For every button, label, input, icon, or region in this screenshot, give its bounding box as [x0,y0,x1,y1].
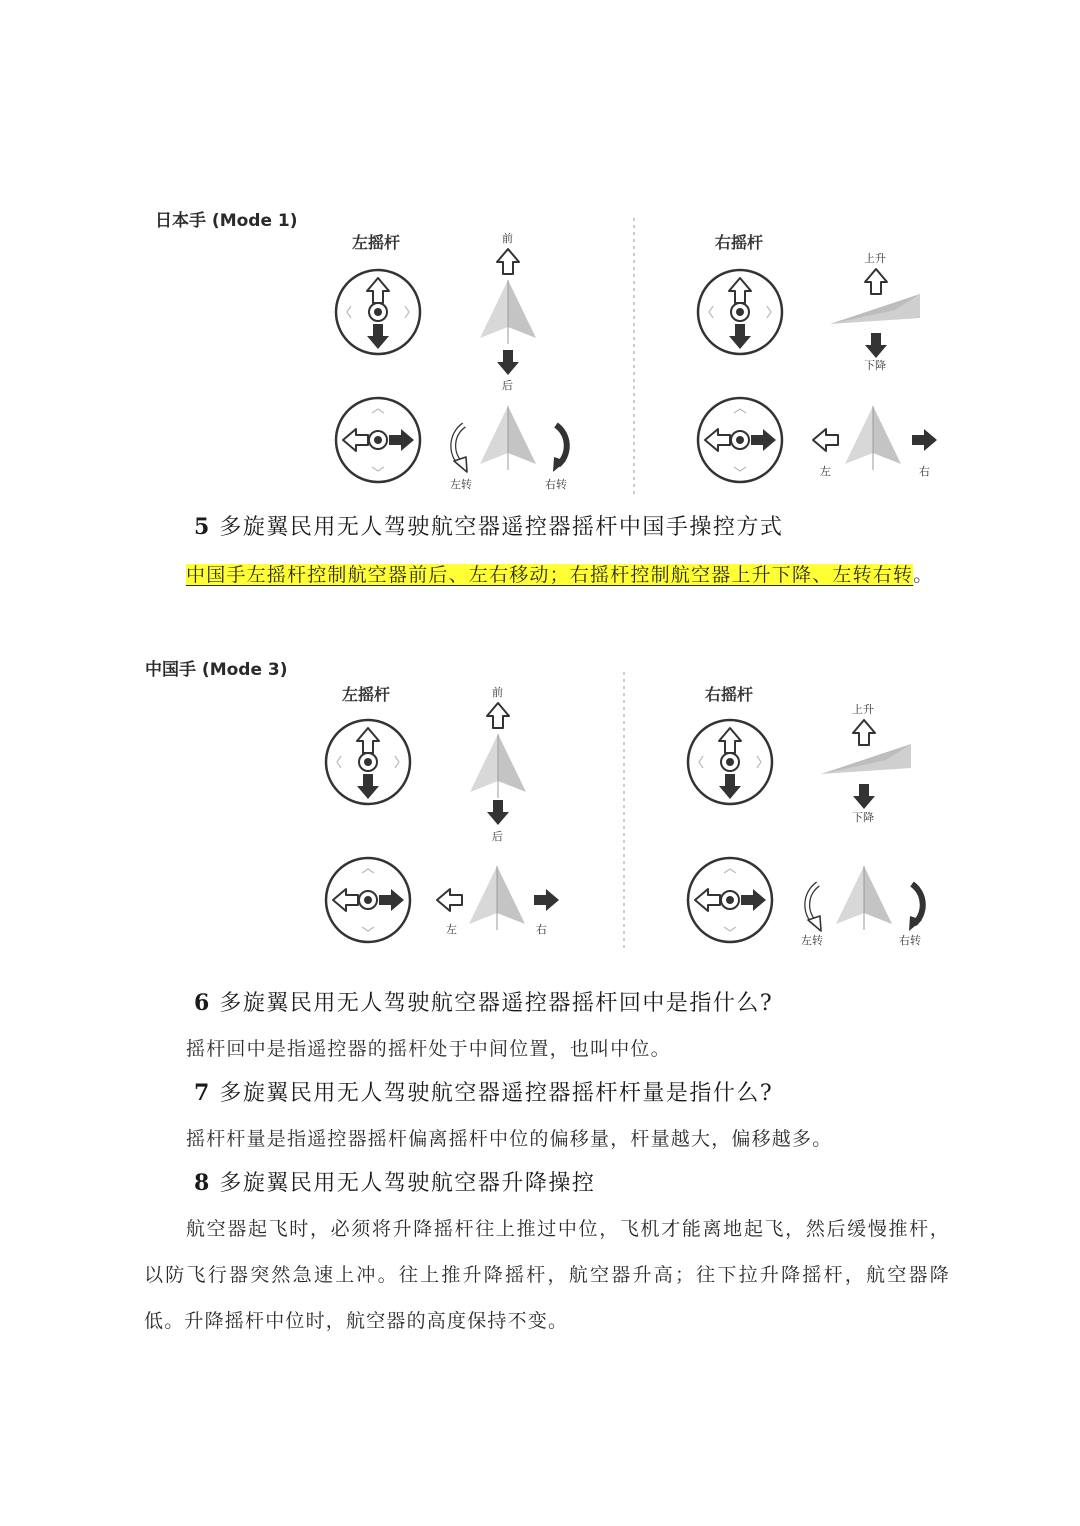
backward-arrow-icon [487,800,509,825]
turn-right-label: 右转 [899,934,921,947]
section6-number: 6 [194,990,211,1016]
turn-left-label: 左转 [450,478,472,491]
section7-heading [194,1076,773,1107]
plane-icon [470,734,526,798]
right-stick-horizontal [688,858,772,942]
section8-heading [194,1166,595,1197]
descend-label: 下降 [864,359,886,372]
section6-heading [194,986,773,1017]
section7-body: 摇杆杆量是指遥控器摇杆偏离摇杆中位的偏移量，杆量越大，偏移越多。 [186,1128,833,1150]
descend-label: 下降 [852,811,874,824]
right-label: 右 [536,923,547,936]
section7-title: 多旋翼民用无人驾驶航空器遥控器摇杆杆量是指什么? [219,1081,774,1106]
left-arrow-icon [437,889,462,911]
left-stick-vertical [326,720,410,804]
plane-icon [469,866,525,930]
ascend-label: 上升 [864,252,886,265]
plane-side-icon [821,744,911,774]
left-stick-horizontal [326,858,410,942]
right-arrow-icon [534,889,559,911]
ascend-arrow-icon [853,720,875,745]
section5-tail: 。 [913,564,934,586]
ascend-label: 上升 [852,703,874,716]
left-stick-label: 左摇杆 [352,233,401,252]
descend-arrow-icon [853,784,875,809]
forward-label: 前 [492,686,503,699]
right-stick-vertical [688,720,772,804]
section5-number: 5 [194,514,211,540]
backward-label: 后 [492,830,503,843]
section5-highlight: 中国手左摇杆控制航空器前后、左右移动；右摇杆控制航空器上升下降、左转右转 [186,564,914,586]
turn-right-icon [909,884,923,931]
right-stick-label: 右摇杆 [715,233,764,252]
forward-arrow-icon [487,703,509,728]
right-stick-label: 右摇杆 [705,685,754,704]
section5-title: 多旋翼民用无人驾驶航空器遥控器摇杆中国手操控方式 [219,515,784,540]
section6-title: 多旋翼民用无人驾驶航空器遥控器摇杆回中是指什么? [219,991,774,1016]
section6-body: 摇杆回中是指遥控器的摇杆处于中间位置，也叫中位。 [186,1038,671,1060]
left-label: 左 [446,923,457,936]
backward-label: 后 [502,379,513,392]
forward-label: 前 [502,232,513,245]
section7-number: 7 [194,1080,211,1106]
left-stick-label: 左摇杆 [342,685,391,704]
right-label: 右 [919,465,930,478]
turn-left-label: 左转 [801,934,823,947]
figure2-title: 中国手 (Mode 3) [145,660,288,680]
plane-icon [836,866,892,930]
turn-right-label: 右转 [545,478,567,491]
left-label: 左 [820,465,831,478]
section8-body: 航空器起飞时，必须将升降摇杆往上推过中位，飞机才能离地起飞，然后缓慢推杆，以防飞行器突然急速上冲。往上推升降摇杆，航空器升高；往下拉升降摇杆，航空器降低。升降摇杆中位时，航空器的高度保持不变。 [144,1218,950,1332]
section8-number: 8 [194,1170,211,1196]
turn-left-icon [807,884,821,931]
section8-title: 多旋翼民用无人驾驶航空器升降操控 [219,1171,596,1196]
figure1-title: 日本手 (Mode 1) [155,211,298,231]
